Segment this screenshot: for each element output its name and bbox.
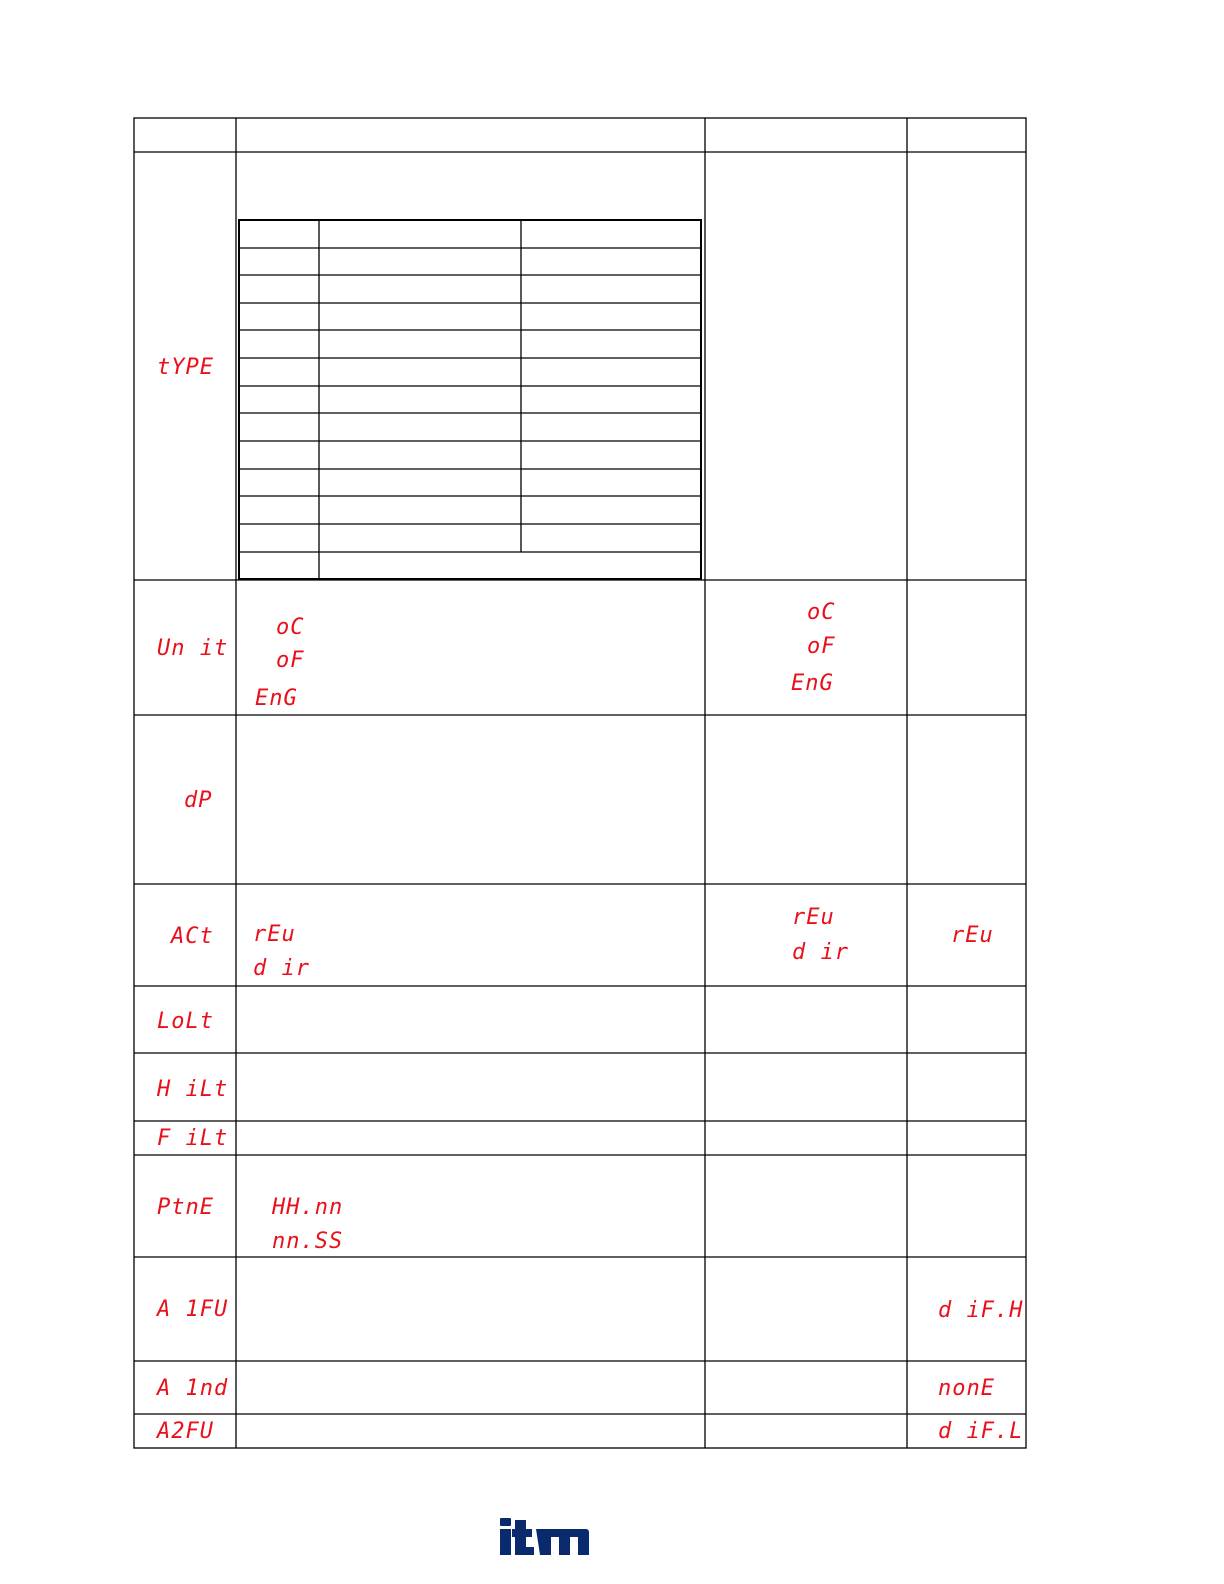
ptne-option-mmss: nn.SS bbox=[272, 1229, 344, 1254]
a2fu-default: d iF.L bbox=[938, 1419, 1024, 1444]
param-code-a1fu: A 1FU bbox=[157, 1297, 229, 1322]
unit-option-eng: EnG bbox=[255, 686, 298, 711]
act-range-dir: d ir bbox=[792, 940, 849, 965]
param-code-act: ACt bbox=[171, 924, 214, 949]
ptne-option-hhmm: HH.nn bbox=[272, 1195, 344, 1220]
unit-range-c: oC bbox=[807, 600, 836, 625]
act-default: rEu bbox=[951, 923, 994, 948]
act-range-rev: rEu bbox=[792, 905, 835, 930]
itm-logo bbox=[498, 1516, 590, 1556]
unit-range-f: oF bbox=[807, 634, 836, 659]
param-code-lolt: LoLt bbox=[157, 1009, 214, 1034]
param-code-ptne: PtnE bbox=[157, 1195, 214, 1220]
param-code-type: tYPE bbox=[157, 355, 214, 380]
a1fu-default: d iF.H bbox=[938, 1298, 1024, 1323]
param-code-a2fu: A2FU bbox=[157, 1419, 214, 1444]
act-option-dir: d ir bbox=[253, 956, 310, 981]
param-code-dp: dP bbox=[184, 788, 213, 813]
unit-range-eng: EnG bbox=[791, 671, 834, 696]
act-option-rev: rEu bbox=[253, 922, 296, 947]
unit-option-c: oC bbox=[276, 615, 305, 640]
a1nd-default: nonE bbox=[938, 1376, 995, 1401]
param-code-filt: F iLt bbox=[157, 1126, 229, 1151]
param-code-hilt: H iLt bbox=[157, 1077, 229, 1102]
unit-option-f: oF bbox=[276, 648, 305, 673]
param-code-unit: Un it bbox=[157, 636, 229, 661]
input-type-subtable bbox=[239, 220, 701, 579]
param-code-a1nd: A 1nd bbox=[157, 1376, 229, 1401]
